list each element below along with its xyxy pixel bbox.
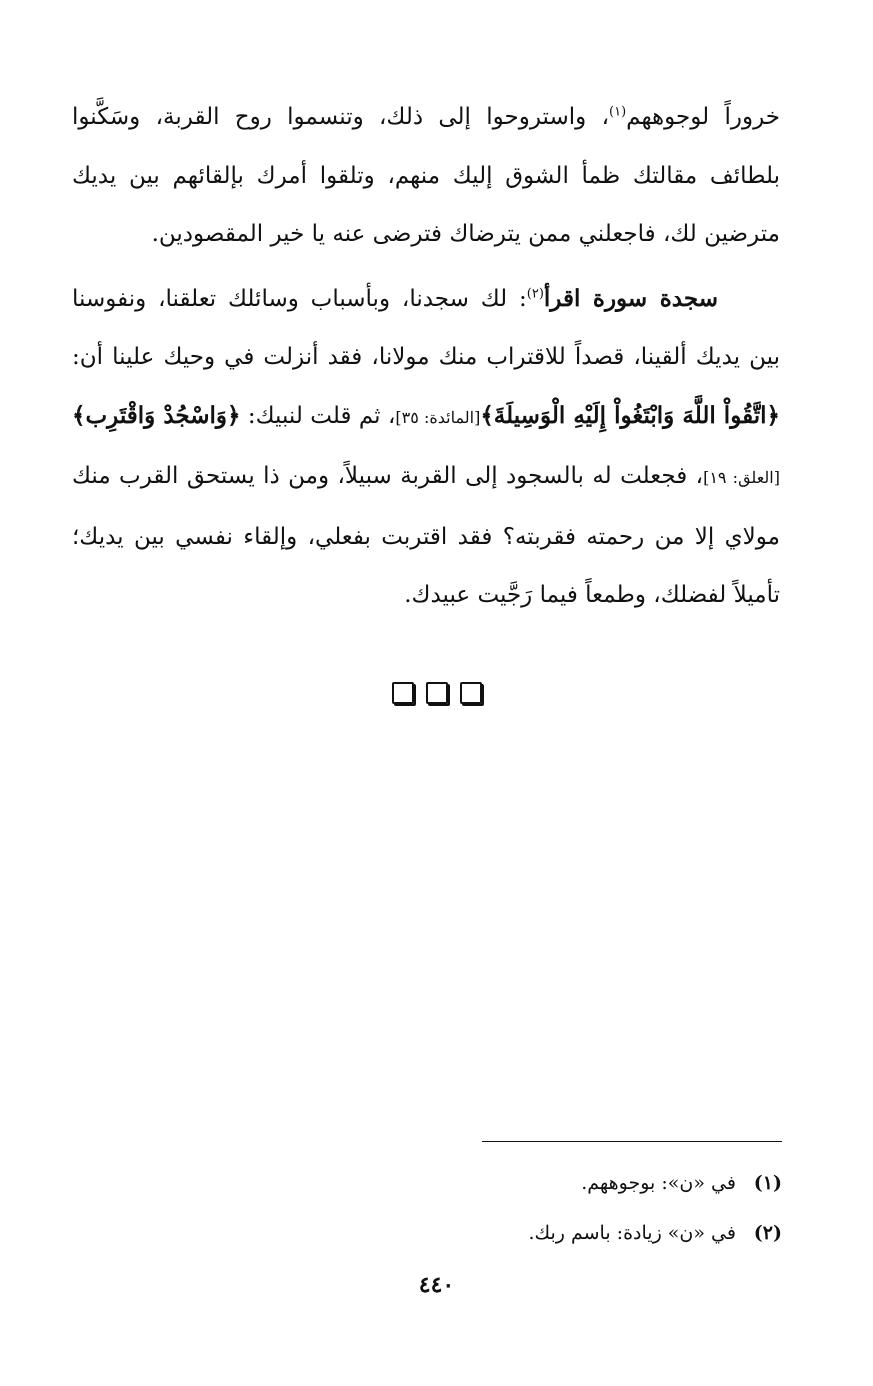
- main-text: [72, 88, 780, 625]
- verse-reference: [العلق: ١٩]: [703, 468, 780, 487]
- footnote-number: (٢): [753, 1222, 782, 1244]
- footnote-divider: [482, 1141, 782, 1142]
- paragraph-text: ، ثم قلت لنبيك:: [240, 402, 396, 429]
- page-number: ٤٤٠: [418, 1272, 455, 1298]
- footnotes: [300, 1158, 782, 1258]
- footnote-number: (١): [753, 1172, 782, 1194]
- paragraph: [72, 270, 780, 625]
- paragraph-text: : لك سجدنا، وبأسباب وسائلك تعلقنا، ونفوسنا بين يديك ألقينا، قصداً للاقتراب منك مولانا، فقد أنزلت في وحيك علينا أن:: [72, 285, 780, 370]
- quran-verse: ﴿اتَّقُواْ اللَّهَ وَابْتَغُواْ إِلَيْهِ الْوَسِيلَةَ﴾: [480, 401, 780, 429]
- footnote-text: في «ن»: بوجوههم.: [581, 1172, 736, 1194]
- section-separator: [0, 682, 873, 704]
- separator-square-icon: [392, 682, 414, 704]
- quran-verse: ﴿وَاسْجُدْ وَاقْتَرِب﴾: [72, 401, 241, 429]
- separator-square-icon: [426, 682, 448, 704]
- footnote-text: في «ن» زيادة: باسم ربك.: [528, 1222, 736, 1244]
- footnote-2: [300, 1208, 782, 1258]
- section-heading: سجدة سورة اقرأ: [543, 284, 718, 312]
- paragraph-text: ، فجعلت له بالسجود إلى القربة سبيلاً، ومن ذا يستحق القرب منك مولاي إلا من رحمته فقربته؟ فقد اقتربت بفعلي، وإلقاء نفسي بين يديك؛ تأميلاً لفضلك، وطمعاً فيما رَجَّيت عبيدك.: [72, 463, 780, 608]
- paragraph-text: خروراً لوجوههم: [626, 104, 780, 130]
- verse-reference: [المائدة: ٣٥]: [395, 407, 481, 427]
- separator-square-icon: [460, 682, 482, 704]
- footnote-1: [300, 1158, 782, 1208]
- footnote-ref: (٢): [526, 285, 544, 301]
- paragraph: [72, 88, 780, 264]
- footnote-ref: (١): [609, 104, 627, 120]
- paragraph-text: ، واستروحوا إلى ذلك، وتنسموا روح القربة، وسَكَّنوا بلطائف مقالتك ظمأ الشوق إليك منهم، وتلقوا أمرك بإلقائهم بين يديك مترضين لك، فاجعلني ممن يترضاك فترضى عنه يا خير المقصودين.: [72, 104, 780, 247]
